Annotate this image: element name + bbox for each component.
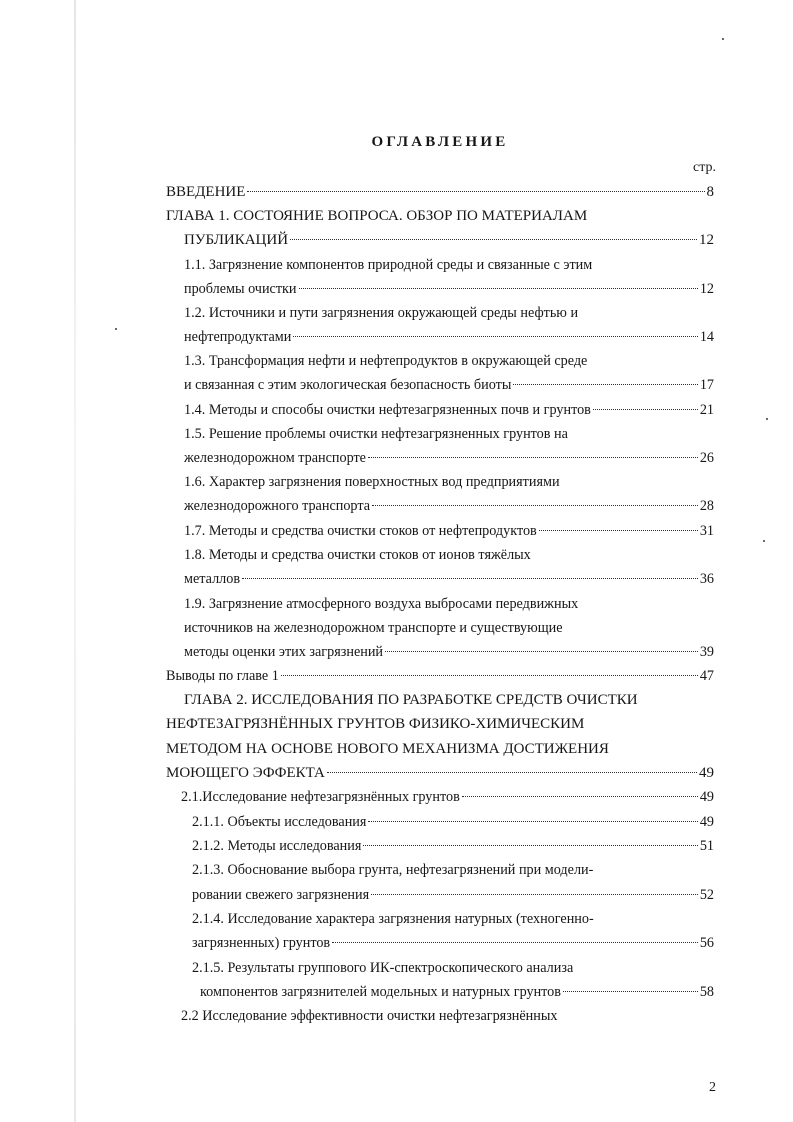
dot-leader (363, 845, 697, 846)
toc-entry (184, 616, 714, 640)
toc-entry-text: 1.6. Характер загрязнения поверхностных вод предприятиями (184, 474, 560, 490)
toc-entry-page: 17 (699, 377, 714, 393)
toc-entry-text: металлов (184, 571, 241, 587)
toc-entry (184, 567, 714, 591)
toc-entry-text: 2.1.Исследование нефтезагрязнённых грунтов (181, 789, 460, 805)
toc-entry-page: 56 (699, 935, 714, 951)
toc-entry-text: 2.1.2. Методы исследования (192, 838, 362, 854)
toc-heading: ОГЛАВЛЕНИЕ (371, 134, 509, 150)
toc-entry (184, 253, 714, 277)
toc-entry-text: ПУБЛИКАЦИЙ (184, 232, 289, 248)
toc-entry (181, 785, 714, 809)
toc-entry-text: железнодорожного транспорта (184, 498, 371, 514)
toc-entry-page: 12 (699, 281, 714, 297)
toc-entry (184, 398, 714, 422)
toc-entry (184, 470, 714, 494)
toc-entry (184, 373, 714, 397)
toc-entry-text: ГЛАВА 1. СОСТОЯНИЕ ВОПРОСА. ОБЗОР ПО МАТЕРИАЛАМ (166, 208, 588, 224)
toc-entry-text: источников на железнодорожном транспорте и существующие (184, 620, 563, 636)
toc-entry-text: проблемы очистки (184, 281, 297, 297)
toc-entry-page: 39 (699, 644, 714, 660)
dot-leader (371, 894, 698, 895)
toc-entry-text: ровании свежего загрязнения (192, 887, 370, 903)
toc-entry-text: компонентов загрязнителей модельных и натурных грунтов (200, 984, 561, 1000)
toc-entry (184, 301, 714, 325)
dot-leader (242, 578, 698, 579)
toc-entry-page: 51 (699, 838, 714, 854)
toc-entry-page: 49 (699, 789, 714, 805)
dot-leader (539, 530, 698, 531)
toc-entry (192, 931, 714, 955)
toc-entry (166, 664, 714, 688)
toc-entry (192, 834, 714, 858)
dot-leader (462, 796, 698, 797)
dot-leader (332, 942, 698, 943)
toc-entry (166, 761, 714, 785)
toc-entry-page: 8 (706, 184, 714, 200)
dot-leader (293, 336, 697, 337)
toc-entry-text: 1.1. Загрязнение компонентов природной среды и связанные с этим (184, 257, 593, 273)
toc-entry (184, 543, 714, 567)
toc-entry-text: методы оценки этих загрязнений (184, 644, 384, 660)
dot-leader (368, 457, 698, 458)
toc-entry-text: 1.5. Решение проблемы очистки нефтезагрязненных грунтов на (184, 426, 568, 442)
dot-leader (290, 239, 697, 240)
toc-entry (192, 883, 714, 907)
toc-entry-text: 1.2. Источники и пути загрязнения окружающей среды нефтью и (184, 305, 579, 321)
toc-entry-page: 49 (699, 814, 714, 830)
toc-entry (184, 494, 714, 518)
toc-entry (200, 980, 714, 1004)
toc-entry (184, 446, 714, 470)
dot-leader (247, 191, 704, 192)
toc-entry-text: 2.1.4. Исследование характера загрязнения натурных (техногенно- (192, 911, 594, 927)
toc-entry (192, 907, 714, 931)
dot-leader (299, 288, 698, 289)
toc-entry (184, 592, 714, 616)
dot-leader (372, 505, 698, 506)
toc-entry-text: железнодорожном транспорте (184, 450, 366, 466)
toc-entry-text: 2.2 Исследование эффективности очистки нефтезагрязнённых (181, 1008, 558, 1024)
toc-entry-text: и связанная с этим экологическая безопасность биоты (184, 377, 512, 393)
toc-entry-page: 26 (699, 450, 714, 466)
page-column-label: стр. (692, 160, 716, 175)
toc-entry (166, 737, 714, 761)
toc-entry-text: 2.1.5. Результаты группового ИК-спектроскопического анализа (192, 960, 574, 976)
toc-entry-page: 14 (699, 329, 714, 345)
dot-leader (513, 384, 697, 385)
scan-speck (115, 328, 117, 330)
dot-leader (281, 675, 698, 676)
toc-entry (184, 519, 714, 543)
toc-entry-text: НЕФТЕЗАГРЯЗНЁННЫХ ГРУНТОВ ФИЗИКО-ХИМИЧЕСКИМ (166, 716, 585, 732)
toc-entry-page: 28 (699, 498, 714, 514)
toc-entry-text: 1.8. Методы и средства очистки стоков от ионов тяжёлых (184, 547, 531, 563)
toc-entry-page: 47 (699, 668, 714, 684)
toc-entry-text: 1.9. Загрязнение атмосферного воздуха выбросами передвижных (184, 596, 579, 612)
toc-entry-text: 2.1.3. Обоснование выбора грунта, нефтезагрязнений при модели- (192, 862, 594, 878)
toc-entry-text: Выводы по главе 1 (166, 668, 279, 684)
toc-entry (184, 422, 714, 446)
toc-entry-text: МЕТОДОМ НА ОСНОВЕ НОВОГО МЕХАНИЗМА ДОСТИЖЕНИЯ (166, 741, 609, 757)
dot-leader (327, 772, 697, 773)
toc-entry-text: 1.7. Методы и средства очистки стоков от нефтепродуктов (184, 523, 537, 539)
toc-entry-page: 58 (699, 984, 714, 1000)
toc-entry (192, 858, 714, 882)
toc-entry (166, 712, 714, 736)
scan-speck (722, 38, 724, 40)
dot-leader (385, 651, 698, 652)
toc-entry-text: загрязненных) грунтов (192, 935, 331, 951)
toc-entry (181, 1004, 714, 1028)
page-number: 2 (709, 1080, 716, 1095)
dot-leader (563, 991, 698, 992)
scan-speck (766, 418, 768, 420)
toc-entry (184, 228, 714, 252)
toc-entry (166, 180, 714, 204)
toc-entry-page: 52 (699, 887, 714, 903)
toc-entry (184, 325, 714, 349)
toc-entry (184, 349, 714, 373)
toc-entry-text: ГЛАВА 2. ИССЛЕДОВАНИЯ ПО РАЗРАБОТКЕ СРЕДСТВ ОЧИСТКИ (184, 692, 638, 708)
dot-leader (368, 821, 697, 822)
toc-entry-page: 21 (699, 402, 714, 418)
toc-entry-page: 31 (699, 523, 714, 539)
toc-entry-page: 12 (699, 232, 714, 248)
dot-leader (593, 409, 698, 410)
toc-entry (192, 956, 714, 980)
toc-entry (184, 640, 714, 664)
toc-entry-text: 1.3. Трансформация нефти и нефтепродуктов в окружающей среде (184, 353, 588, 369)
toc-entry-text: ВВЕДЕНИЕ (166, 184, 246, 200)
toc-entry-text: нефтепродуктами (184, 329, 292, 345)
scan-speck (763, 540, 765, 542)
scan-page-edge (74, 0, 76, 1122)
toc-entry-text: 2.1.1. Объекты исследования (192, 814, 367, 830)
toc-entry (184, 277, 714, 301)
toc-entry (192, 810, 714, 834)
toc-entry (166, 204, 714, 228)
toc-entry-text: МОЮЩЕГО ЭФФЕКТА (166, 765, 325, 781)
toc-entry-text: 1.4. Методы и способы очистки нефтезагрязненных почв и грунтов (184, 402, 591, 418)
toc-entry-page: 36 (699, 571, 714, 587)
toc-entry (184, 688, 714, 712)
toc-entry-page: 49 (699, 765, 714, 781)
